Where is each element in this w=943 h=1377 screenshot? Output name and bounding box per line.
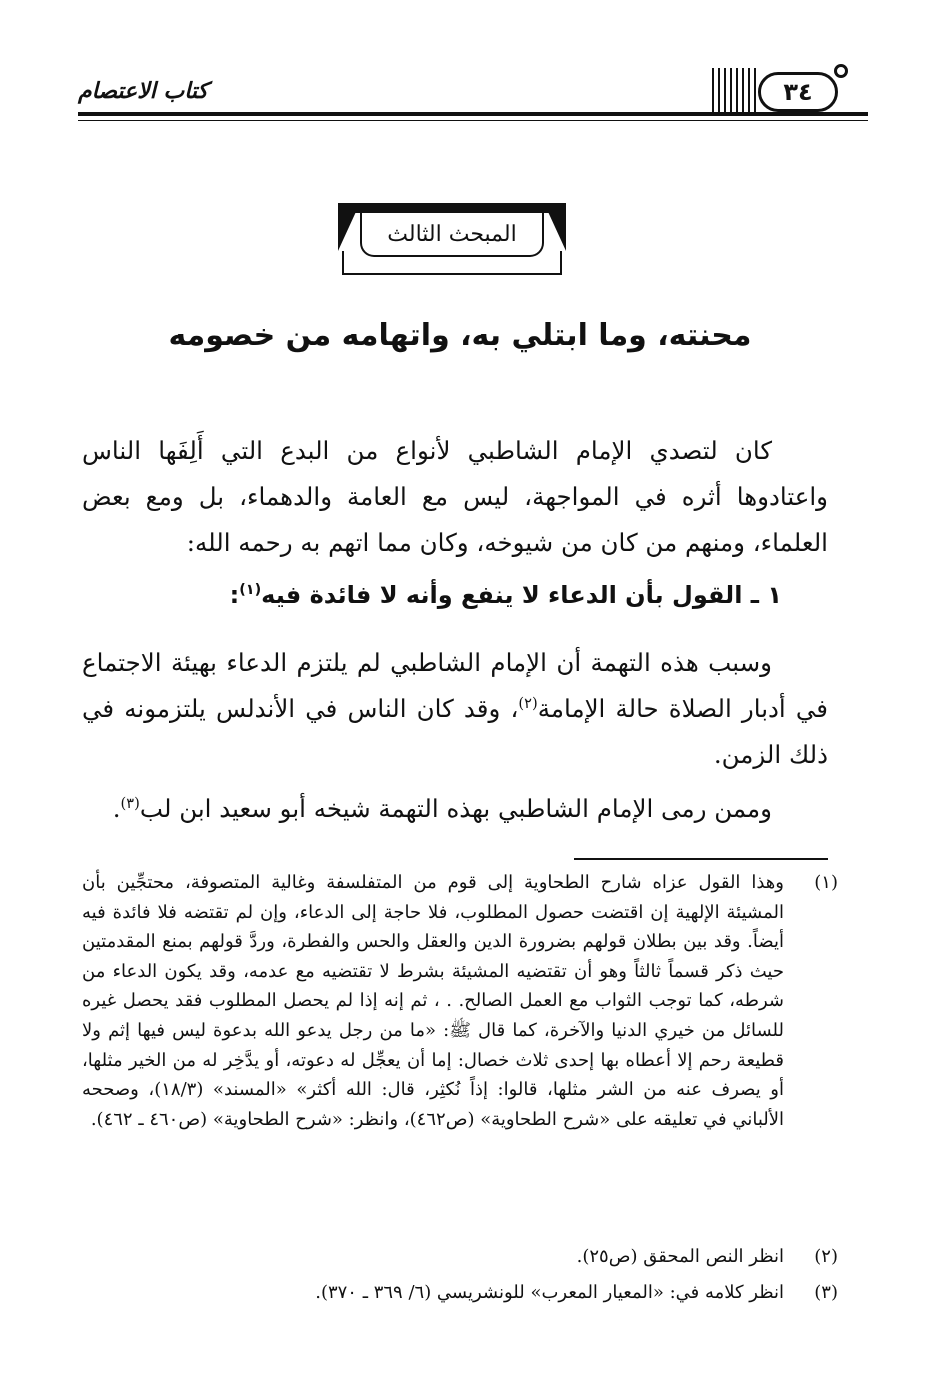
page-header — [78, 60, 868, 130]
section-plaque — [338, 203, 566, 283]
paragraph-accuser-text-a: وممن رمى الإمام الشاطبي بهذه التهمة شيخه أبو سعيد ابن لب — [139, 794, 772, 823]
paragraph-accuser — [82, 786, 828, 832]
footnote-number: (١) — [814, 872, 838, 893]
paragraph-accuser-text-b: . — [112, 794, 121, 823]
footnote-number: (٣) — [814, 1282, 838, 1303]
footnote-text: انظر النص المحقق (ص٢٥). — [576, 1246, 784, 1267]
header-rule-thick — [78, 112, 868, 116]
footnote-ref-1[interactable]: (١) — [239, 582, 262, 598]
footnote-ref-3[interactable]: (٣) — [120, 794, 140, 812]
footnote-number: (٢) — [814, 1246, 838, 1267]
header-ornament-bars — [710, 68, 756, 112]
footnote-1 — [82, 868, 838, 1240]
paragraph-reason — [82, 640, 828, 778]
subheading-text: ١ ـ القول بأن الدعاء لا ينفع وأنه لا فائدة فيه — [261, 581, 782, 609]
footnote-text: وهذا القول عزاه شارح الطحاوية إلى قوم من المتفلسفة وغالية المتصوفة، محتجِّين بأن المشيئة الإلهية إن اقتضت حصول المطلوب، فلا حاجة إلى الدعاء، وإن لم تقتضه فلا فائدة فيه أيضاً. وقد بين بطلان قولهم بضرورة الدين والعقل والحس والفطرة، وردَّ قولهم بمنع المقدمتين حيث ذكر قسماً ثالثاً وهو أن تقتضيه المشيئة بشرط لا تقتضيه مع عدمه، وقد يكون الدعاء من شرطه، كما توجب الثواب مع العمل الصالح. . ، ثم إنه إذا لم يحصل المطلوب فقد يحصل غيره للسائل من خيري الدنيا والآخرة، كما قال ﷺ: «ما من رجل يدعو الله بدعوة ليس فيها إثم ولا قطيعة رحم إلا أعطاه بها إحدى ثلاث خصال: إما أن يعجِّل له دعوته، أو يدَّخِر له من الخير مثلها، أو يصرف عنه من الشر مثلها، قالوا: إذاً نُكثِر، قال: الله أكثر» «المسند» (١٨/٣)، وصححه الألباني في تعليقه على «شرح الطحاوية» (ص٤٦٢)، وانظر: «شرح الطحاوية» (ص٤٦٠ ـ ٤٦٢). — [82, 872, 785, 1130]
plaque-left-wing — [338, 203, 360, 251]
section-label: المبحث الثالث — [360, 213, 544, 257]
plaque-right-wing — [544, 203, 566, 251]
paragraph-intro: كان لتصدي الإمام الشاطبي لأنواع من البدع التي أَلِفَها الناس واعتادوها أثره في المواجهة، ليس مع العامة والدهماء، بل ومع بعض العلماء، ومنهم من كان من شيوخه، وكان مما اتهم به رحمه الله: — [82, 436, 828, 557]
paragraph-reason-text-a: وسبب هذه التهمة أن الإمام الشاطبي لم يلتزم الدعاء بهيئة الاجتماع في أدبار الصلاة حالة الإمامة — [82, 648, 828, 723]
header-rule-thin — [78, 120, 868, 121]
footnote-2 — [82, 1242, 838, 1276]
subheading-colon: : — [229, 581, 240, 609]
accusation-subheading — [82, 572, 782, 618]
footnote-3 — [82, 1278, 838, 1308]
footnote-separator — [574, 858, 828, 860]
footnote-text: انظر كلامه في: «المعيار المعرب» للونشريسي (٦/ ٣٦٩ ـ ٣٧٠). — [315, 1282, 784, 1303]
page-number: ٣٤ — [758, 72, 838, 112]
paragraph-reason-text-b: ، وقد كان الناس في الأندلس يلتزمونه في ذلك الزمن. — [82, 694, 828, 769]
footnote-ref-2[interactable]: (٢) — [518, 694, 538, 712]
footnotes — [82, 868, 838, 1308]
ornament-curl-icon — [834, 64, 848, 78]
running-title: كتاب الاعتصام — [78, 78, 209, 104]
plaque-top-bar — [338, 203, 566, 213]
section-heading: محنته، وما ابتلي به، واتهامه من خصومه — [168, 318, 752, 353]
